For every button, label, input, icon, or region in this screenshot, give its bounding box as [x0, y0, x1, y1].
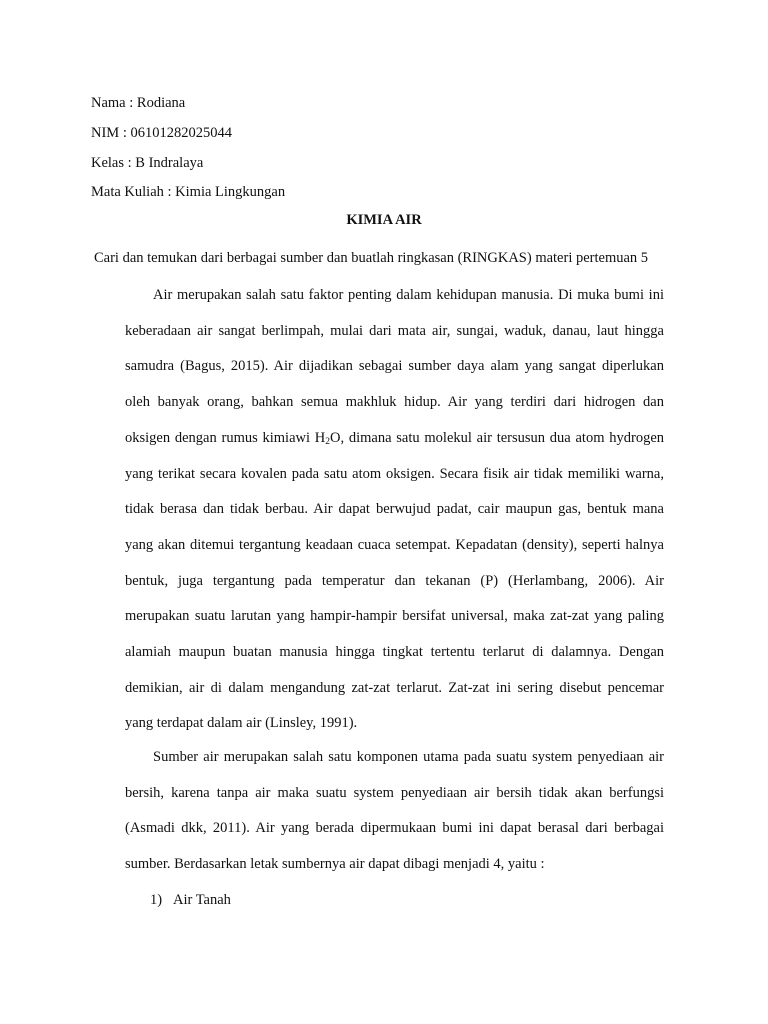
document-title: KIMIA AIR [346, 212, 422, 228]
paragraph-water-sources: Sumber air merupakan salah satu komponen utama pada suatu system penyediaan air bersih, karena tanpa air maka suatu system penyediaan air bersih tidak akan berfungsi (Asmadi dkk, 2011). Air yang berada dipermukaan bumi ini dapat berasal dari berbagai sumber. Berdasarkan letak sumbernya air dapat dibagi menjadi 4, yaitu : [125, 749, 664, 873]
student-nim: NIM : 06101282025044 [91, 125, 232, 141]
list-item [150, 891, 231, 909]
assignment-instruction: Cari dan temukan dari berbagai sumber dan buatlah ringkasan (RINGKAS) materi pertemuan 5 [94, 250, 649, 266]
paragraph-water-properties [125, 278, 664, 742]
student-class: Kelas : B Indralaya [91, 155, 204, 171]
student-name: Nama : Rodiana [91, 95, 186, 111]
formula-subscript: 2 [325, 436, 330, 447]
list-item-label: Air Tanah [173, 892, 231, 908]
course-name: Mata Kuliah : Kimia Lingkungan [91, 184, 286, 200]
paragraph-text: O, dimana satu molekul air tersusun dua atom hydrogen yang terikat secara kovalen pada satu atom oksigen. Secara fisik air tidak memiliki warna, tidak berasa dan tidak berbau. Air dapat berwujud padat, cair maupun gas, bentuk mana yang akan ditemui tergantung keadaan cuaca setempat. Kepadatan (density), seperti halnya bentuk, juga tergantung pada temperatur dan tekanan (P) (Herlambang, 2006). Air merupakan suatu larutan yang hampir-hampir bersifat universal, maka zat-zat yang paling alamiah maupun buatan manusia hingga tingkat tertentu terlarut di dalamnya. Dengan demikian, air di dalam mengandung zat-zat terlarut. Zat-zat ini sering disebut pencemar yang terdapat dalam air (Linsley, 1991). [125, 429, 664, 732]
paragraph-text: Air merupakan salah satu faktor penting dalam kehidupan manusia. Di muka bumi ini keberadaan air sangat berlimpah, mulai dari mata air, sungai, waduk, danau, laut hingga samudra (Bagus, 2015). Air dijadikan sebagai sumber daya alam yang sangat diperlukan oleh banyak orang, bahkan semua makhluk hidup. Air yang terdiri dari hidrogen dan oksigen dengan rumus kimiawi H [125, 287, 664, 446]
list-item-number: 1) [150, 892, 163, 908]
